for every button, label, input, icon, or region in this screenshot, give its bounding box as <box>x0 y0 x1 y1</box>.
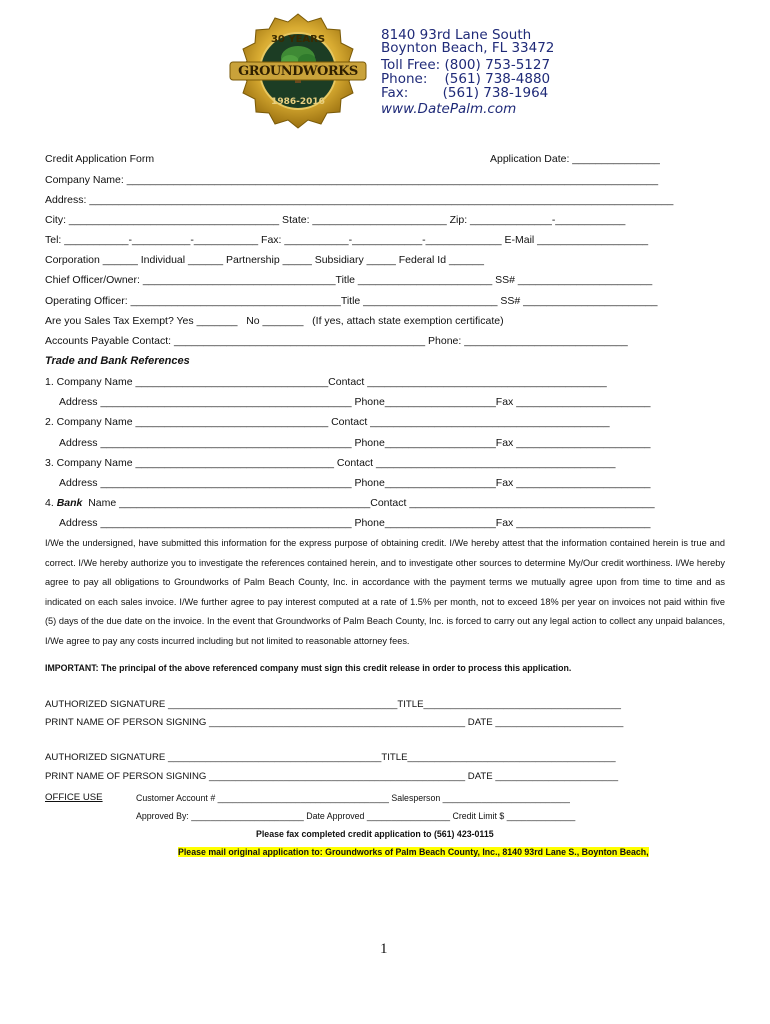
important-notice: IMPORTANT: The principal of the above referenced company must sign this credit release in order to process this application. <box>45 663 572 673</box>
logo-top-text: 30 YEARS <box>270 34 326 45</box>
contact-street: 8140 93rd Lane South <box>381 27 532 43</box>
ref1-company-line[interactable]: 1. Company Name _________________________________Contact _________________________________________ <box>45 376 607 388</box>
ref2-company-line[interactable]: 2. Company Name _________________________________ Contact _________________________________________ <box>45 416 610 428</box>
contact-tollfree: Toll Free: (800) 753-5127 <box>381 57 551 73</box>
contact-city: Boynton Beach, FL 33472 <box>381 40 555 56</box>
office-account-line[interactable]: Customer Account # ___________________________________ Salesperson __________________________ <box>136 793 570 803</box>
authorized-signature-1[interactable]: AUTHORIZED SIGNATURE ___________________________________________TITLE_____________________________________ <box>45 699 621 710</box>
business-type-fields[interactable]: Corporation ______ Individual ______ Partnership _____ Subsidiary _____ Federal Id ______ <box>45 254 484 266</box>
company-logo <box>228 12 368 130</box>
print-name-1[interactable]: PRINT NAME OF PERSON SIGNING ________________________________________________ DATE ________________________ <box>45 717 624 728</box>
ref2-address-line[interactable]: Address ___________________________________________ Phone___________________Fax _______________________ <box>45 437 651 449</box>
contact-phone: Phone: (561) 738-4880 <box>381 71 551 87</box>
ref3-company-line[interactable]: 3. Company Name __________________________________ Contact _________________________________________ <box>45 457 616 469</box>
address-field[interactable]: Address: ____________________________________________________________________________________________________ <box>45 194 674 206</box>
ref4-bank-label: Bank <box>56 497 83 509</box>
mail-instruction: Please mail original application to: Groundworks of Palm Beach County, Inc., 8140 93rd Lane S., Boynton Beach, <box>178 847 649 857</box>
ref4-bank-line[interactable] <box>45 497 655 509</box>
logo-name: GROUNDWORKS <box>238 64 358 79</box>
page-number: 1 <box>380 941 388 957</box>
agreement-paragraph: I/We the undersigned, have submitted this information for the express purpose of obtaining credit. I/We hereby attest that the information contained herein is true and correct. I/We hereby authorize you to investigate the references contained herein, and to investigate other sources to determine My/Our credit worthiness. I/We hereby agree to pay all obligations to Groundworks of Palm Beach County, Inc. in accordance with the payment terms we mutually agree upon from time to time and as indicated on each sales invoice. I/We further agree to pay interest computed at a rate of 1.5% per month, not to exceed 18% per year on invoices not paid within five (5) days of the due date on the invoice. In the event that Groundworks of Palm Beach County, Inc. is forced to carry out any legal action to collect any unpaid balances, I/We agree to pay any costs incurred including but not limited to reasonable attorney fees. <box>45 538 725 646</box>
ref3-address-line[interactable]: Address ___________________________________________ Phone___________________Fax _______________________ <box>45 477 651 489</box>
form-title: Credit Application Form <box>45 153 155 165</box>
accounts-payable-fields[interactable]: Accounts Payable Contact: ___________________________________________ Phone: ____________________________ <box>45 335 628 347</box>
ref4-address-line[interactable]: Address ___________________________________________ Phone___________________Fax _______________________ <box>45 517 651 529</box>
tel-fax-email-fields[interactable]: Tel: ___________-__________-___________ Fax: ___________-____________-_____________ E-Mail ___________________ <box>45 234 649 246</box>
city-state-zip-fields[interactable]: City: ____________________________________ State: _______________________ Zip: ______________-____________ <box>45 214 626 226</box>
tax-exempt-fields[interactable]: Are you Sales Tax Exempt? Yes _______ No _______ (If yes, attach state exemption certificate) <box>45 315 504 327</box>
logo-bottom-text: 1986-2016 <box>271 97 325 107</box>
contact-website: www.DatePalm.com <box>381 101 517 117</box>
print-name-2[interactable]: PRINT NAME OF PERSON SIGNING ________________________________________________ DATE _______________________ <box>45 771 619 782</box>
trade-references-heading: Trade and Bank References <box>45 355 190 367</box>
operating-officer-fields[interactable]: Operating Officer: ____________________________________Title _______________________ SS# _______________________ <box>45 295 658 307</box>
office-use-label: OFFICE USE <box>45 792 103 803</box>
ref1-address-line[interactable]: Address ___________________________________________ Phone___________________Fax _______________________ <box>45 396 651 408</box>
office-approval-line[interactable]: Approved By: _______________________ Date Approved _________________ Credit Limit $ ______________ <box>136 811 576 821</box>
ref4-name-contact: Name ___________________________________________Contact __________________________________________ <box>82 497 655 509</box>
ref4-number: 4. <box>45 497 57 509</box>
chief-officer-fields[interactable]: Chief Officer/Owner: _________________________________Title _______________________ SS# _______________________ <box>45 274 653 286</box>
application-date-field[interactable]: Application Date: _______________ <box>490 153 660 165</box>
authorized-signature-2[interactable]: AUTHORIZED SIGNATURE ________________________________________TITLE_______________________________________ <box>45 752 616 763</box>
company-name-field[interactable]: Company Name: ___________________________________________________________________________________________ <box>45 174 659 186</box>
fax-instruction: Please fax completed credit application to (561) 423-0115 <box>256 829 494 839</box>
contact-fax: Fax: (561) 738-1964 <box>381 85 549 101</box>
